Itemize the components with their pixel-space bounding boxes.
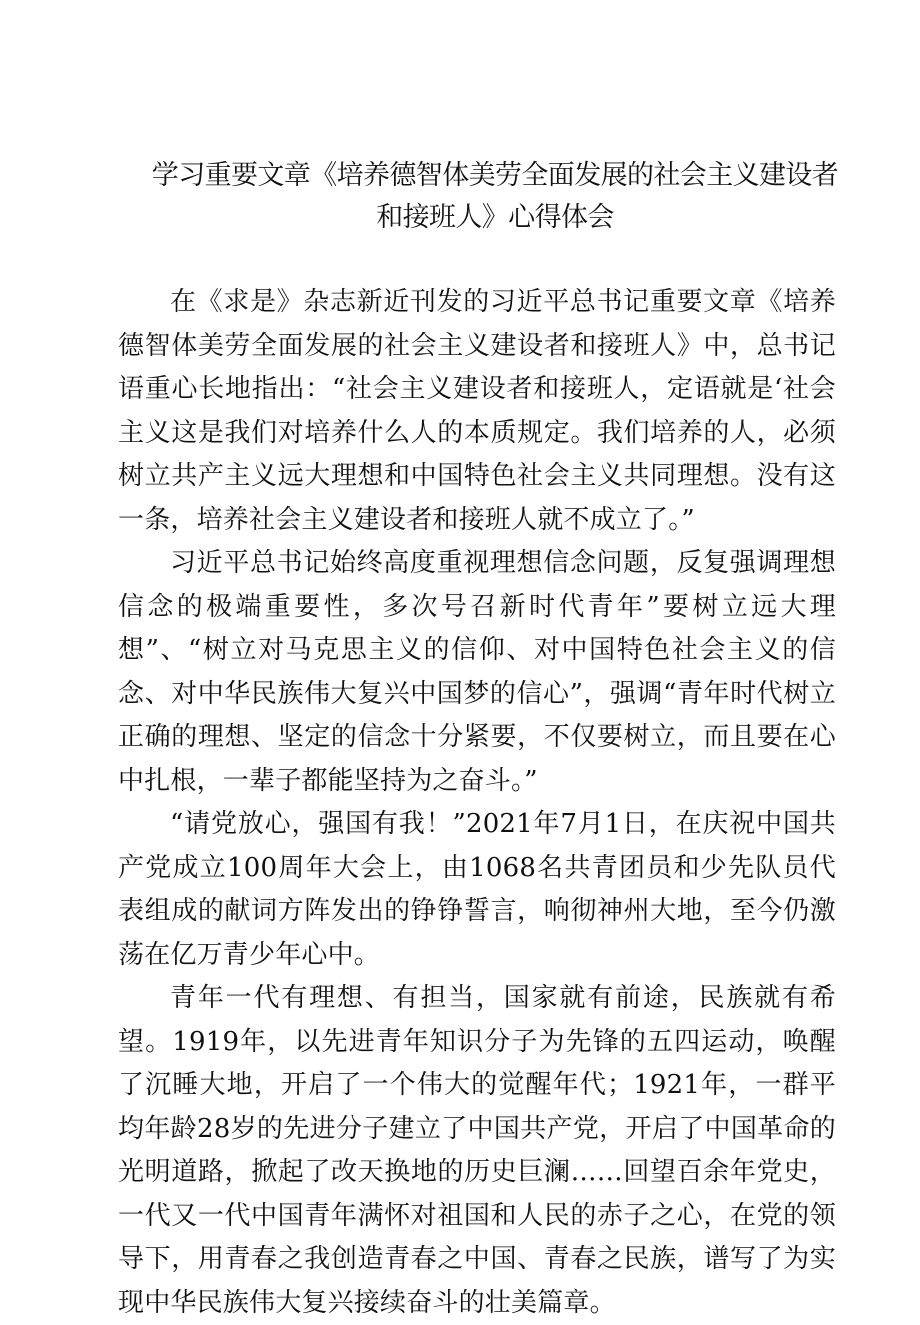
paragraph-party-centenary: “请党放心，强国有我！”2021年7月1日，在庆祝中国共产党成立100周年大会上，由1068名共青团员和少先队员代表组成的献词方阵发出的铮铮誓言，响彻神州大地，至今仍激荡在亿万青少年心中。 [118,809,836,970]
document-body [118,281,836,1325]
document-title: 学习重要文章《培养德智体美劳全面发展的社会主义建设者和接班人》心得体会 [151,160,839,233]
paragraph-ideals-beliefs: 习近平总书记始终高度重视理想信念问题，反复强调理想信念的极端重要性，多次号召新时代青年”要树立远大理想”、“树立对马克思主义的信仰、对中国特色社会主义的信念、对中华民族伟大复兴中国梦的信心”，强调“青年时代树立正确的理想、坚定的信念十分紧要，不仅要树立，而且要在心中扎根，一辈子都能坚持为之奋斗。” [118,548,836,796]
paragraph-youth-history: 青年一代有理想、有担当，国家就有前途，民族就有希望。1919年，以先进青年知识分子为先锋的五四运动，唤醒了沉睡大地，开启了一个伟大的觉醒年代；1921年，一群平均年龄28岁的先进分子建立了中国共产党，开启了中国革命的光明道路，掀起了改天换地的历史巨澜……回望百余年党史，一代又一代中国青年满怀对祖国和人民的赤子之心，在党的领导下，用青春之我创造青春之中国、青春之民族，谱写了为实现中华民族伟大复兴接续奋斗的壮美篇章。 [118,983,836,1318]
paragraph-qiushi-article: 在《求是》杂志新近刊发的习近平总书记重要文章《培养德智体美劳全面发展的社会主义建设者和接班人》中，总书记语重心长地指出：“社会主义建设者和接班人，定语就是‘社会主义这是我们对培养什么人的本质规定。我们培养的人，必须树立共产主义远大理想和中国特色社会主义共同理想。没有这一条，培养社会主义建设者和接班人就不成立了。” [118,287,836,535]
